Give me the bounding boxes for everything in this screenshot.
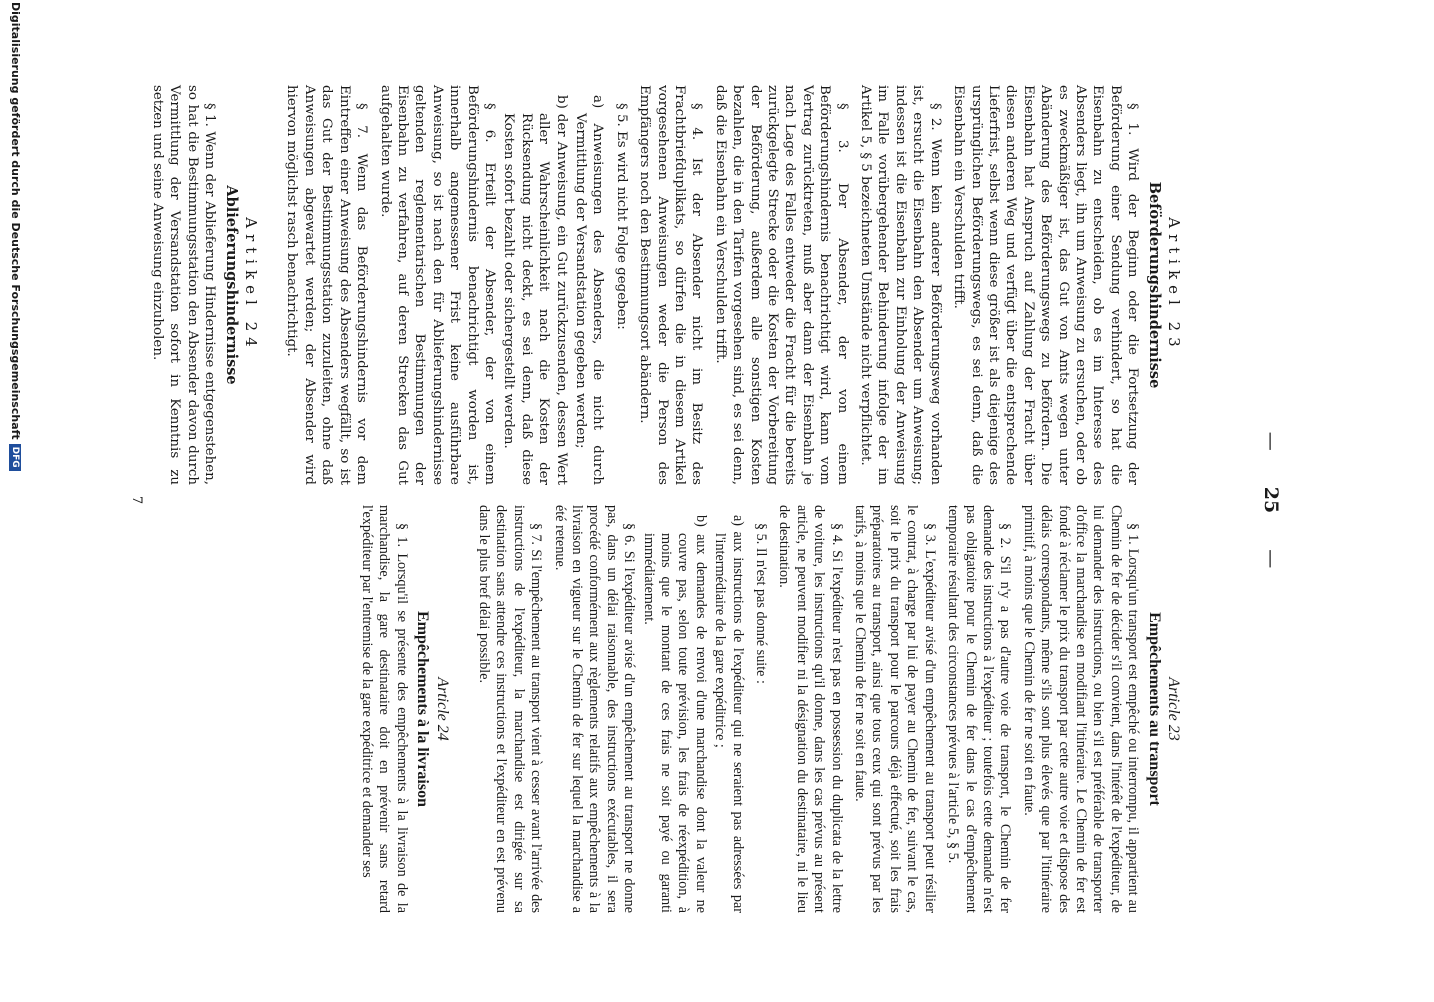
article-23-subtitle-fr: Empêchements au transport: [1145, 612, 1163, 806]
header-dash-left: —: [1260, 431, 1282, 451]
list-item-de-23-5b: b) der Anweisung, ein Gut zurückzusenden, dessen Wert aller Wahrscheinlichkeit nach die Kosten der Rücksendung nicht deckt, es sei denn, daß diese Kosten sofort bezahlt oder sichergestellt werden.: [501, 95, 569, 485]
list-item-fr-23-5a: a) aux instructions de l'expéditeur qui ne seraient pas adressées par l'intermédiaire de la gare expéditrice ;: [712, 515, 746, 913]
list-item-fr-23-5b: b) aux demandes de renvoi d'une marchandise dont la valeur ne couvre pas, selon toute prévision, les frais de réexpédition, à moins que le montant de ces frais ne soit payé ou garanti immédiatement.: [640, 515, 709, 913]
paragraph-fr-23-4: § 4. Si l'expéditeur n'est pas en possession du duplicata de la lettre de voiture, les instructions qu'il donne, dans les cas prévus au présent article, ne peuvent modifier ni la désignation du destinataire, ni le lieu de destination.: [776, 505, 845, 913]
article-23-title-de: Artikel 23: [1165, 217, 1183, 353]
article-24-subtitle-de: Ablieferungshindernisse: [222, 185, 240, 385]
list-item-de-23-5a: a) Anweisungen des Absenders, die nicht durch Vermittlung der Versandstation gegeben werden;: [573, 95, 606, 485]
article-23-title-fr: Article 23: [1165, 677, 1182, 741]
digitization-footer: [9, 2, 22, 1002]
paragraph-de-23-3: § 3. Der Absender, der von einem Beförderungshindernis benachrichtigt wird, kann vom Vertrag zurücktreten, muß aber dann der Eisenbahn je nach Lage des Falles entweder die Fracht für die bereits zurückgelegte Strecke oder die Kosten der Vorbereitung der Beförderung, außerdem alle sonstigen Kosten bezahlen, die in den Tarifen vorgesehen sind, es sei denn, daß die Eisenbahn ein Verschulden trifft.: [712, 85, 850, 485]
german-column: [150, 85, 1184, 485]
paragraph-fr-23-7: § 7. Si l'empêchement au transport vient à cesser avant l'arrivée des instructions de l'expéditeur, la marchandise est dirigée sur sa destination sans attendre ces instructions et l'expéditeur en est prévenu dans le plus bref délai possible.: [475, 505, 545, 913]
bottom-number: 7: [129, 495, 144, 505]
paragraph-de-24-1: § 1. Wenn der Ablieferung Hindernisse entgegenstehen, so hat die Bestimmungsstation den Absender davon durch Vermittlung der Versandstation sofort in Kenntnis zu setzen und seine Anweisung einzuholen.: [150, 85, 218, 485]
paragraph-fr-23-1: § 1. Lorsqu'un transport est empêché ou interrompu, il appartient au Chemin de fer de décider s'il convient, dans l'intérêt de l'expéditeur, de lui demander des instructions, ou bien s'il est préférable de transporter d'office la marchandise en modifiant l'itinéraire. Le Chemin de fer est fondé à réclamer le prix du transport par cette autre voie et dispose des délais correspondants, même s'ils sont plus élevés que par l'itinéraire primitif, à moins que le Chemin de fer ne soit en faute.: [1020, 505, 1142, 913]
paragraph-fr-23-5: § 5. Il n'est pas donné suite :: [753, 523, 770, 684]
header-dash-right: —: [1260, 549, 1282, 569]
paragraph-de-23-4: § 4. Ist der Absender nicht im Besitz des Frachtbriefduplikats, so dürfen die in diesem Artikel vorgesehenen Anweisungen weder die Person des Empfängers noch den Bestimmungsort abändern.: [637, 85, 705, 485]
paragraph-fr-23-2: § 2. S'il n'y a pas d'autre voie de transport, le Chemin de fer demande des instructions à l'expéditeur ; toutefois cette demande n'est pas obligatoire pour le Chemin de fer dans le cas d'empêchement temporaire résultant des circonstances prévues à l'article 5, § 5.: [945, 505, 1014, 913]
article-24-subtitle-fr: Empêchements à la livraison: [414, 611, 432, 807]
french-column: [150, 505, 1184, 913]
dfg-logo: DFG: [10, 444, 22, 471]
paragraph-fr-23-3: § 3. L'expéditeur avisé d'un empêchement au transport peut résilier le contrat, à charge par lui de payer au Chemin de fer, suivant le cas, soit le prix du transport pour le parcours déjà effectué, soit les frais préparatoires au transport, ainsi que tous ceux qui sont prévus par les tarifs, à moins que le Chemin de fer ne soit en faute.: [852, 505, 938, 913]
article-23-subtitle-de: Beförderungshindernisse: [1145, 181, 1163, 389]
paragraph-fr-24-1: § 1. Lorsqu'il se présente des empêchements à la livraison de la marchandise, la gare destinataire doit en prévenir sans retard l'expéditeur par l'entremise de la gare expéditrice et demander ses: [358, 505, 410, 913]
paragraph-de-23-5: § 5. Es wird nicht Folge gegeben:: [613, 103, 629, 330]
article-24-title-de: Artikel 24: [242, 217, 261, 353]
digitization-note: Digitalisierung gefördert durch die Deutsche Forschungsgemeinschaft: [9, 2, 22, 440]
paragraph-de-23-6: § 6. Erteilt der Absender, der von einem Beförderungshindernis benachrichtigt worden ist, innerhalb angemessener Frist keine ausführbare Anweisung, so ist nach den für Ablieferungshindernisse geltenden reglementarischen Bestimmungen der Eisenbahn zu verfahren, auf deren Strecken das Gut aufgehalten wurde.: [377, 85, 497, 485]
paragraph-de-23-2: § 2. Wenn kein anderer Beförderungsweg vorhanden ist, ersucht die Eisenbahn den Absender um Anweisung; indessen ist die Eisenbahn zur Einholung der Anweisung im Falle vorübergehender Behinderung infolge der im Artikel 5, § 5 bezeichneten Umstände nicht verpflichtet.: [858, 85, 943, 485]
article-24-title-fr: Article 24: [433, 677, 451, 741]
page-header: [1258, 0, 1284, 1000]
page-number: 25: [1260, 486, 1282, 514]
paragraph-de-23-1: § 1. Wird der Beginn oder die Fortsetzung der Beförderung einer Sendung verhindert, so hat die Eisenbahn zu entscheiden, ob es im Interesse des Absenders liegt, ihn um Anweisung zu ersuchen, oder ob es zweckmäßiger ist, das Gut von Amts wegen unter Abänderung des Beförderungswegs zu befördern. Die Eisenbahn hat Anspruch auf Zahlung der Fracht über diesen anderen Weg und verfügt über die entsprechende Lieferfrist, selbst wenn diese größer ist als diejenige des ursprünglichen Beförderungswegs, es sei denn, daß die Eisenbahn ein Verschulden trifft.: [951, 85, 1141, 485]
paragraph-fr-23-6: § 6. Si l'expéditeur avisé d'un empêchement au transport ne donne pas, dans un délai raisonnable, des instructions exécutables, il sera procédé conformément aux règlements relatifs aux empêchements à la livraison en vigueur sur le Chemin de fer sur lequel la marchandise a été retenue.: [551, 505, 638, 913]
paragraph-de-23-7: § 7. Wenn das Beförderungshindernis vor dem Eintreffen einer Anweisung des Absenders wegfällt, so ist das Gut der Bestimmungsstation zuzuleiten, ohne daß Anweisungen abgewartet werden; der Absender wird hiervon möglichst rasch benachrichtigt.: [284, 85, 370, 485]
